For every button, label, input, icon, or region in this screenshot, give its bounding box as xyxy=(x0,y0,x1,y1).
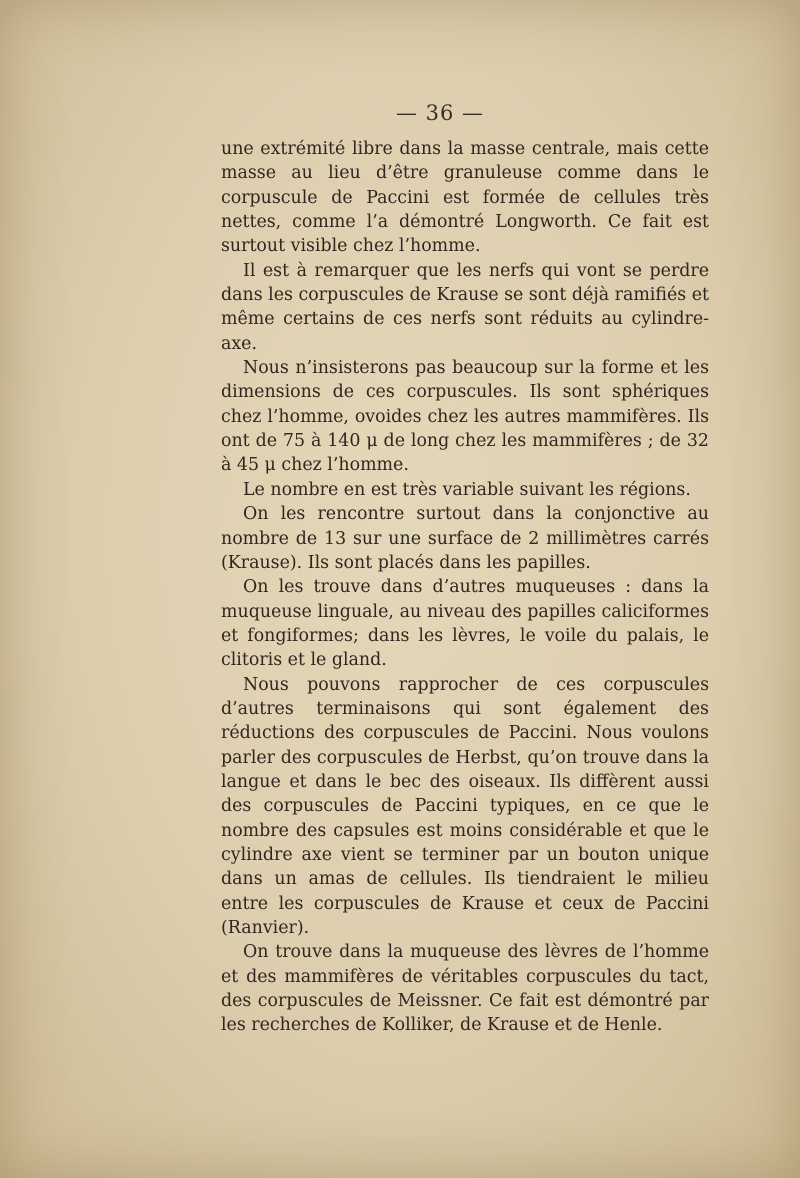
paragraph: On les rencontre surtout dans la conjonctive au nombre de 13 sur une surface de 2 millimètres carrés (Krause). Ils sont placés dans les papilles. xyxy=(221,504,709,573)
paragraph: Le nombre en est très variable suivant les régions. xyxy=(243,479,691,500)
paragraph: Il est à remarquer que les nerfs qui vont se perdre dans les corpuscules de Krause se sont déjà ramifiés et même certains de ces nerfs sont réduits au cylindre-axe. xyxy=(221,260,709,354)
paragraph: Nous n’insisterons pas beaucoup sur la forme et les dimensions de ces corpuscules. Ils sont sphériques chez l’homme, ovoides chez les autres mammifères. Ils ont de 75 à 140 μ de long chez les mammifères ; de 32 à 45 μ chez l’homme. xyxy=(221,358,709,476)
paragraph: On trouve dans la muqueuse des lèvres de l’homme et des mammifères de véritables corpuscules du tact, des corpuscules de Meissner. Ce fait est démontré par les recherches de Kolliker, de Krause et de Henle. xyxy=(221,942,709,1036)
paragraph: On les trouve dans d’autres muqueuses : dans la muqueuse linguale, au niveau des papilles caliciformes et fongiformes; dans les lèvres, le voile du palais, le clitoris et le gland. xyxy=(221,577,709,671)
paragraph-continued: une extrémité libre dans la masse centrale, mais cette masse au lieu d’être granuleuse comme dans le corpuscule de Paccini est formée de cellules très nettes, comme l’a démontré Longworth. Ce fait est surtout visible chez l’homme. xyxy=(221,139,709,257)
page-number: — 36 — xyxy=(395,101,485,125)
body-text xyxy=(221,137,709,1038)
paragraph: Nous pouvons rapprocher de ces corpuscules d’autres terminaisons qui sont également des réductions des corpuscules de Paccini. Nous voulons parler des corpuscules de Herbst, qu’on trouve dans la langue et dans le bec des oiseaux. Ils diffèrent aussi des corpuscules de Paccini typiques, en ce que le nombre des capsules est moins considérable et que le cylindre axe vient se terminer par un bouton unique dans un amas de cellules. Ils tiendraient le milieu entre les corpuscules de Krause et ceux de Paccini (Ranvier). xyxy=(221,674,709,938)
